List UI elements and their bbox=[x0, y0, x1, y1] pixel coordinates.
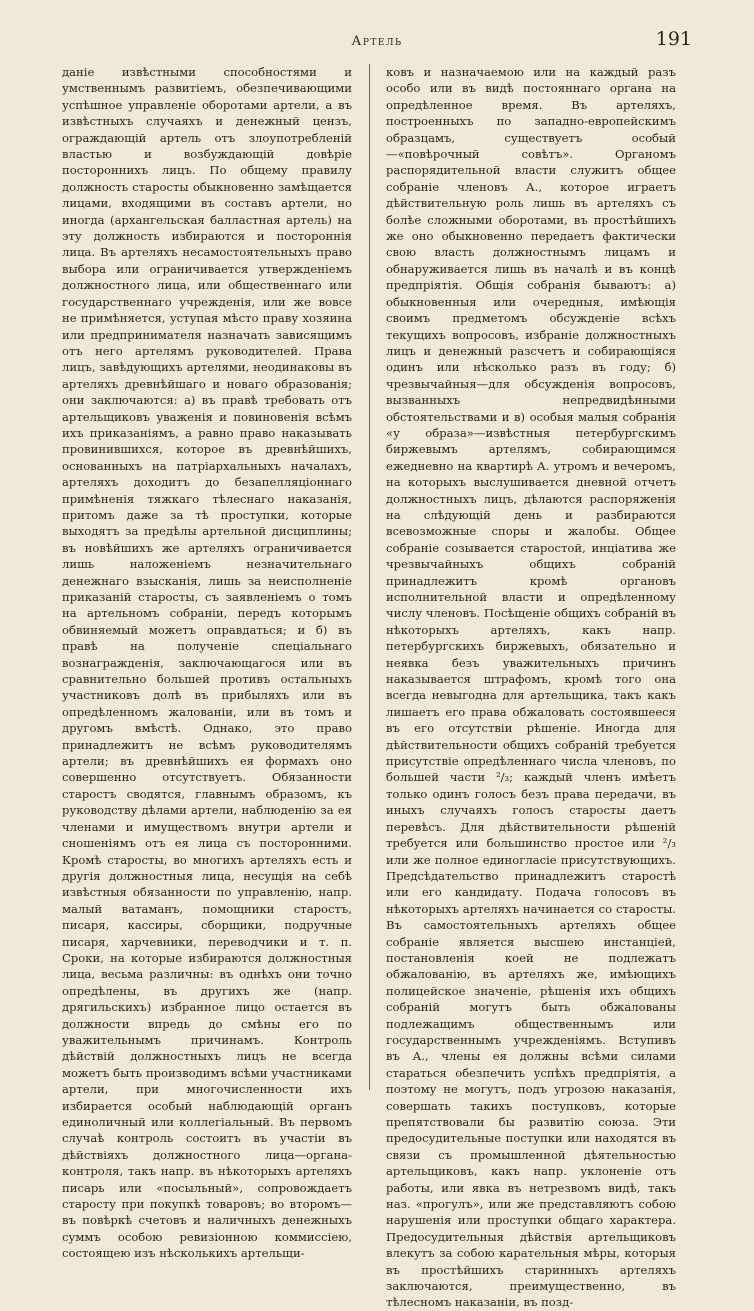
page-number: 191 bbox=[655, 28, 692, 50]
left-column-text: даніе извѣстными способностями и умственнымъ развитіемъ, обезпечивающими успѣшное управленіе оборотами артели, а въ извѣстныхъ случаяхъ и денежный цензъ, ограждающій артель отъ злоупотребленій властью и возбуждающій довѣріе постороннихъ лицъ. По общему правилу должность старосты обыкновенно замѣщается лицами, входящими въ составъ артели, но иногда (архангельская балластная артель) на эту должность избираются и постороннія лица. Въ артеляхъ несамостоятельныхъ право выбора или ограничивается утвержденіемъ должностного лица, или общественнаго или государственнаго учрежденія, или же вовсе не примѣняется, уступая мѣсто праву хозяина или предпринимателя назначать зависящимъ отъ него артелямъ руководителей. Права лицъ, завѣдующихъ артелями, неодинаковы въ артеляхъ древнѣйшаго и новаго образованія; они заключаются: а) въ правѣ требовать отъ артельщиковъ уваженія и повиновенія всѣмъ ихъ приказаніямъ, а равно право наказывать провинившихся, которое въ древнѣйшихъ, основанныхъ на патріархальныхъ началахъ, артеляхъ доходитъ до безапелляціоннаго примѣненія тяжкаго тѣлеснаго наказанія, притомъ даже за тѣ проступки, которые выходятъ за предѣлы артельной дисциплины; въ новѣйшихъ же артеляхъ ограничивается лишь наложеніемъ незначительнаго денежнаго взысканія, лишь за неисполненіе приказаній старосты, съ заявленіемъ о томъ на артельномъ собраніи, передъ которымъ обвиняемый можетъ оправдаться; и б) въ правѣ на полученіе спеціальнаго вознагражденія, заключающагося или въ сравнительно большей противъ остальныхъ участниковъ долѣ въ прибыляхъ или въ опредѣленномъ жалованіи, или въ томъ и другомъ вмѣстѣ. Однако, это право принадлежитъ не всѣмъ руководителямъ артели; въ древнѣйшихъ ея формахъ оно совершенно отсутствуетъ. Обязанности старостъ сводятся, главнымъ образомъ, къ руководству дѣлами артели, наблюденію за ея членами и имуществомъ внутри артели и сношеніямъ отъ ея лица съ посторонними. Кромѣ старосты, во многихъ артеляхъ есть и другія должностныя лица, несущія на себѣ извѣстныя обязанности по управленію, напр. малый ватаманъ, помощники старостъ, писаря, кассиры, сборщики, подручные писаря, харчевники, переводчики и т. п. Сроки, на которые избираются должностныя лица, весьма различны: въ однѣхъ они точно опредѣлены, въ другихъ же (напр. дрягильскихъ) избранное лицо остается въ должности впредь до смѣны его по уважительнымъ причинамъ. Контроль дѣйствій должностныхъ лицъ не всегда можетъ быть производимъ всѣми участниками артели, при многочисленности ихъ избирается особый наблюдающій органъ единоличный или коллегіальный. Въ первомъ случаѣ контроль состоитъ въ участіи въ дѣйствіяхъ должностного лица—органа-контроля, такъ напр. въ нѣкоторыхъ артеляхъ писарь или «посыльный», сопровождаетъ старосту при покупкѣ товаровъ; во второмъ—въ повѣркѣ счетовъ и наличныхъ денежныхъ суммъ особою ревизіонною коммиссіею, состоящею изъ нѣсколькихъ артельщи- bbox=[62, 65, 352, 1261]
column-divider bbox=[369, 64, 370, 1090]
text-columns bbox=[62, 64, 676, 1310]
left-column bbox=[62, 64, 352, 1261]
right-column bbox=[386, 64, 676, 1310]
right-column-text: ковъ и назначаемою или на каждый разъ особо или въ видѣ постояннаго органа на опредѣленное время. Въ артеляхъ, построенныхъ по западно-европейскимъ образцамъ, существуетъ особый—«повѣрочный совѣтъ». Органомъ распорядительной власти служитъ общее собраніе членовъ А., которое играетъ дѣйствительную роль лишь въ артеляхъ съ болѣе сложными оборотами, въ простѣйшихъ же оно обыкновенно передаетъ фактически свою власть должностнымъ лицамъ и обнаруживается лишь въ началѣ и въ концѣ предпріятія. Общія собранія бываютъ: а) обыкновенныя или очередныя, имѣющія своимъ предметомъ обсужденіе всѣхъ текущихъ вопросовъ, избраніе должностныхъ лицъ и денежный разсчетъ и собирающіяся одинъ или нѣсколько разъ въ году; б) чрезвычайныя—для обсужденія вопросовъ, вызванныхъ непредвидѣнными обстоятельствами и в) особыя малыя собранія «у образа»—извѣстныя петербургскимъ биржевымъ артелямъ, собирающимся ежедневно на квартирѣ А. утромъ и вечеромъ, на которыхъ выслушивается дневной отчетъ должностныхъ лицъ, дѣлаются распоряженія на слѣдующій день и разбираются всевозможные споры и жалобы. Общее собраніе созывается старостой, инціатива же чрезвычайныхъ общихъ собраній принадлежитъ кромѣ органовъ исполнительной власти и опредѣленному числу членовъ. Посѣщеніе общихъ собраній въ нѣкоторыхъ артеляхъ, какъ напр. петербургскихъ биржевыхъ, обязательно и неявка безъ уважительныхъ причинъ наказывается штрафомъ, кромѣ того она всегда невыгодна для артельщика, такъ какъ лишаетъ его права обжаловать состоявшееся въ его отсутствіи рѣшеніе. Иногда для дѣйствительности общихъ собраній требуется присутствіе опредѣленнаго числа членовъ, по большей части ²/₃; каждый членъ имѣетъ только одинъ голосъ безъ права передачи, въ иныхъ случаяхъ голосъ старосты даетъ перевѣсъ. Для дѣйствительности рѣшеній требуется или большинство простое или ²/₃ или же полное единогласіе присутствующихъ. Предсѣдательство принадлежитъ старостѣ или его кандидату. Подача голосовъ въ нѣкоторыхъ артеляхъ начинается со старосты. Въ самостоятельныхъ артеляхъ общее собраніе является высшею инстанціей, постановленія коей не подлежатъ обжалованію, въ артеляхъ же, имѣющихъ полицейское значеніе, рѣшенія ихъ общихъ собраній могутъ быть обжалованы подлежащимъ общественнымъ или государственнымъ учрежденіямъ. Вступивъ въ А., члены ея должны всѣми силами стараться обезпечить успѣхъ предпріятія, а поэтому не могутъ, подъ угрозою наказанія, совершать такихъ поступковъ, которые препятствовали бы развитію союза. Эти предосудительные поступки или находятся въ связи съ промышленной дѣятельностью артельщиковъ, какъ напр. уклоненіе отъ работы, или явка въ нетрезвомъ видѣ, такъ наз. «прогулъ», или же представляютъ собою нарушенія или проступки общаго характера. Предосудительныя дѣйствія артельщиковъ влекутъ за собою карательныя мѣры, которыя въ простѣйшихъ старинныхъ артеляхъ заключаются, преимущественно, въ тѣлесномъ наказаніи, въ позд- bbox=[386, 65, 676, 1310]
running-title: Артель bbox=[351, 34, 403, 49]
